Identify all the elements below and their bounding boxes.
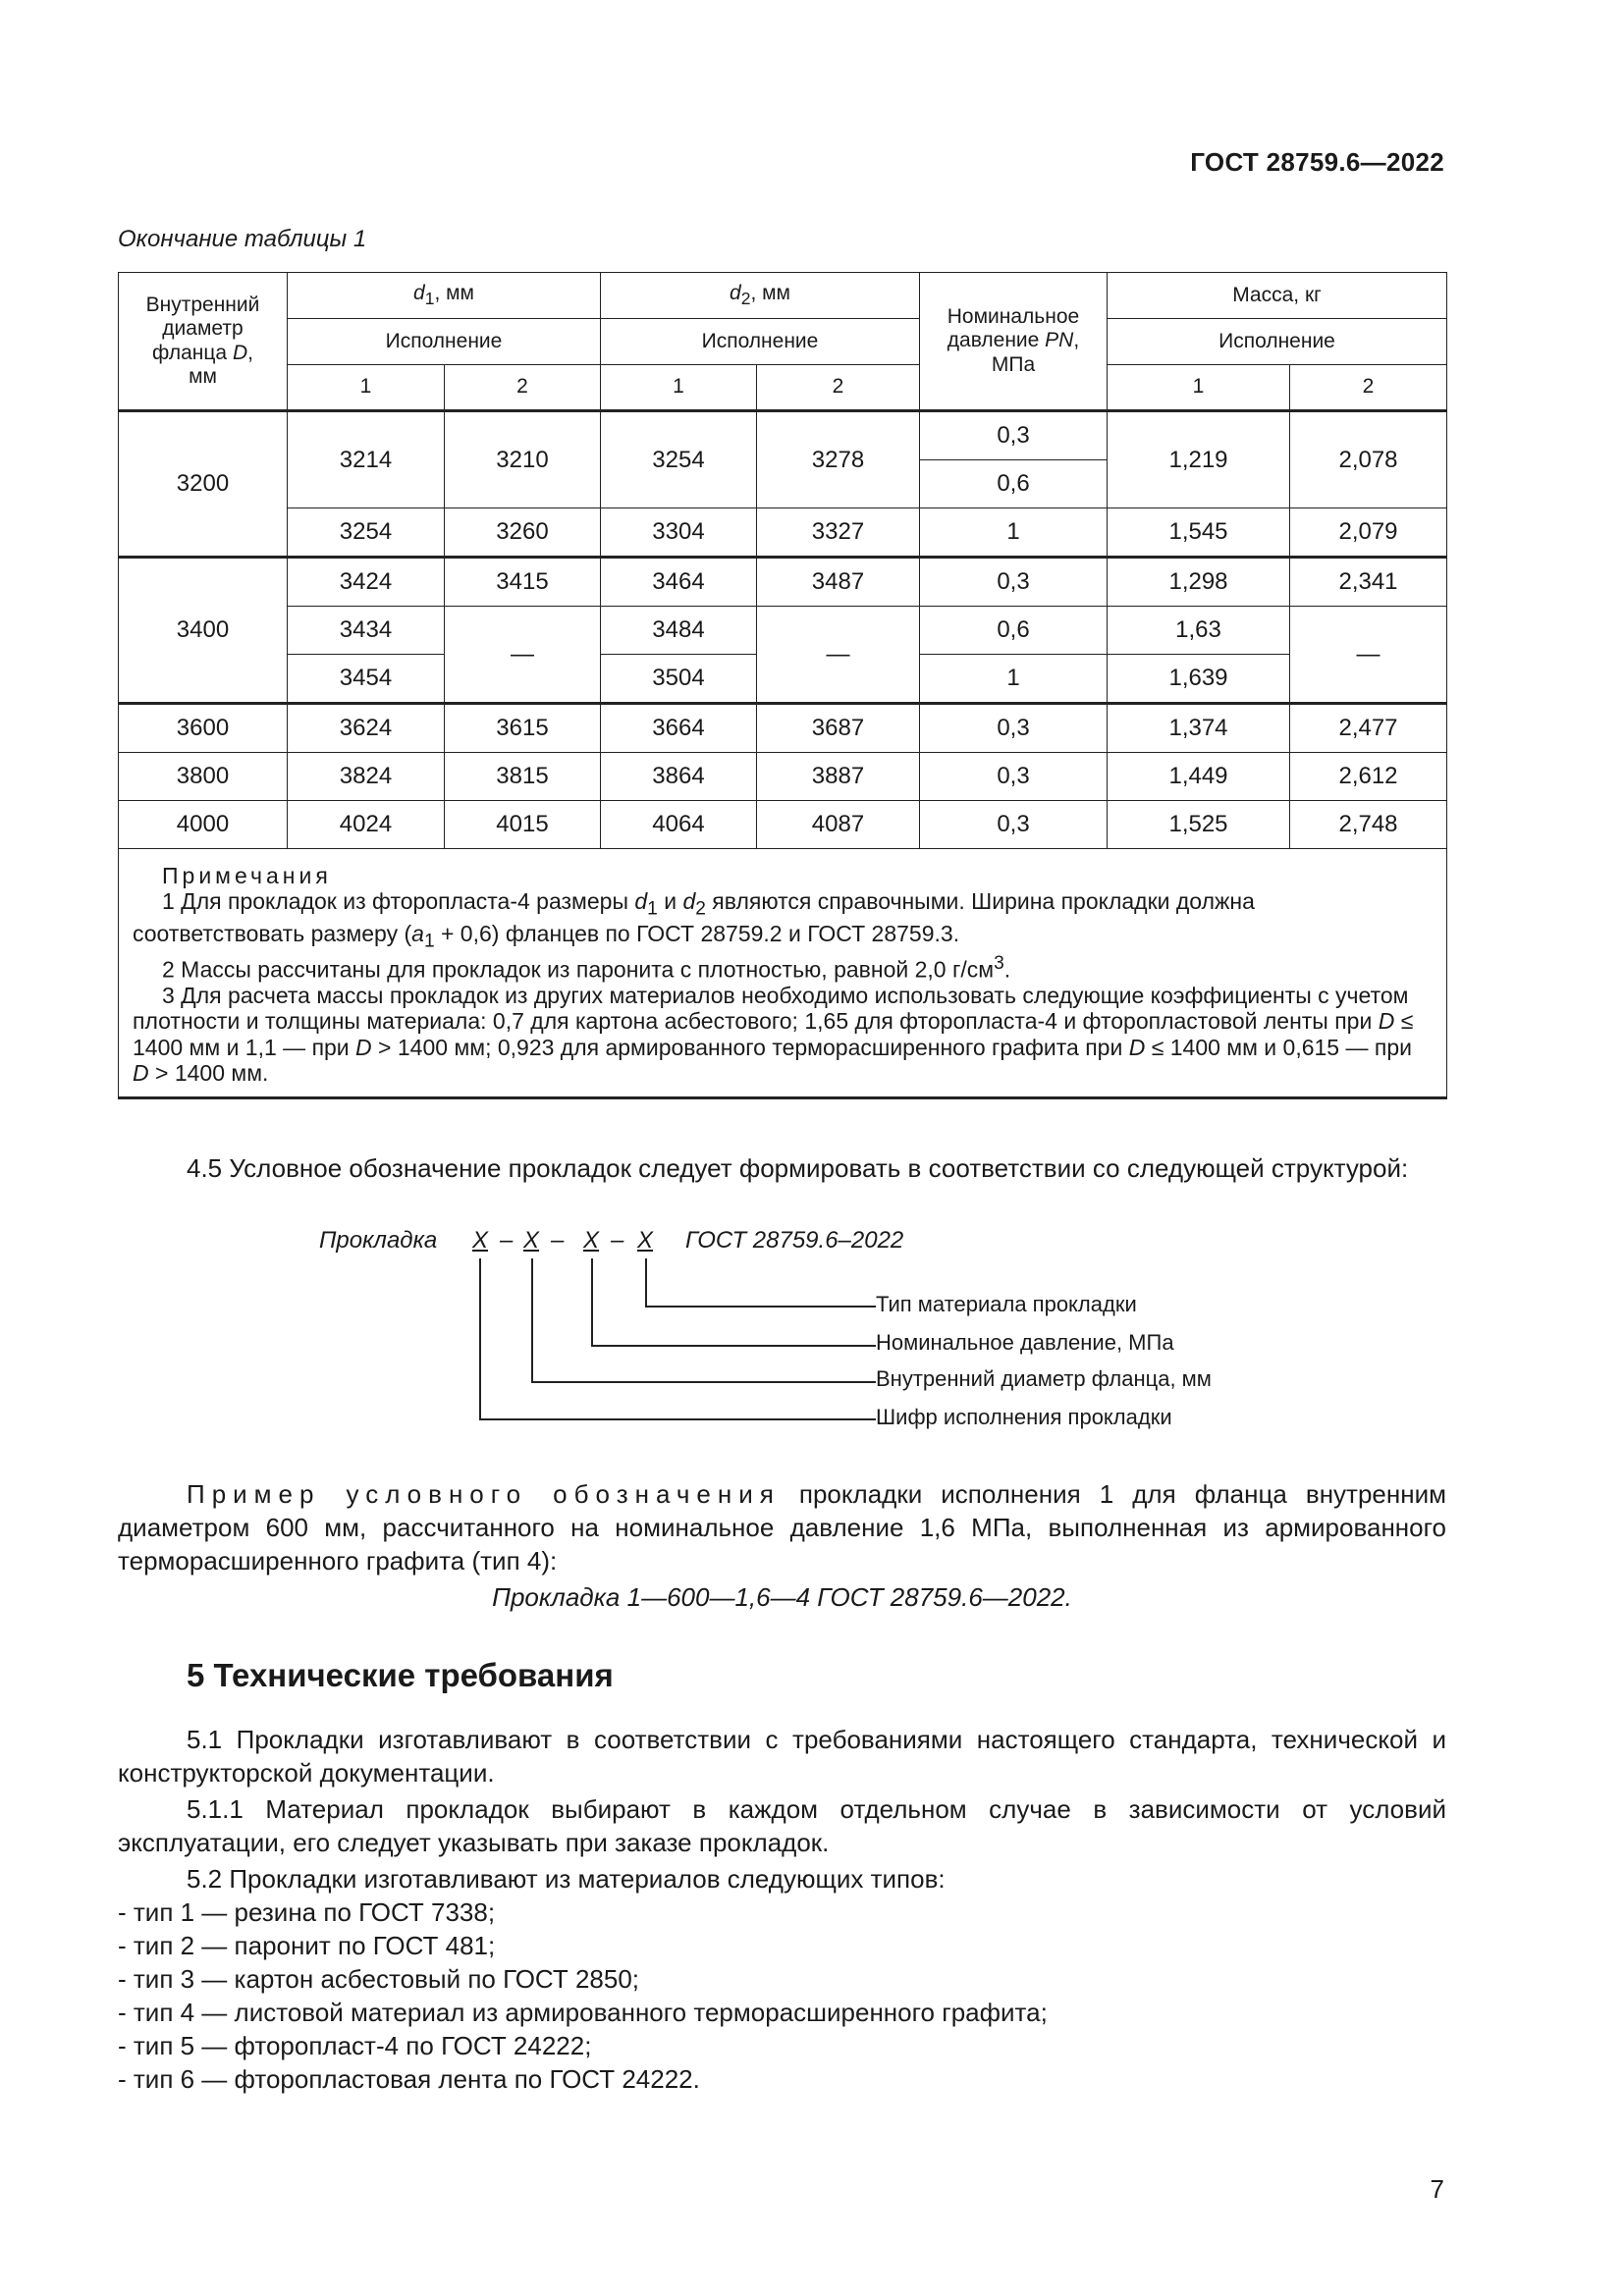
list-item: - тип 4 — листовой материал из армированного терморасширенного графита; — [118, 1998, 1048, 2027]
cell-pressure: 0,3 — [920, 558, 1108, 607]
page-number: 7 — [1430, 2174, 1444, 2204]
cell-mass-1: 1,63 — [1108, 607, 1290, 655]
cell-mass-1: 1,639 — [1108, 655, 1290, 704]
cell-mass-2: 2,748 — [1290, 801, 1447, 849]
cell-pressure: 1 — [920, 508, 1108, 558]
list-item: - тип 1 — резина по ГОСТ 7338; — [118, 1897, 496, 1927]
note-3: 3 Для расчета массы прокладок из других материалов необходимо использовать следующие коэффициенты с учетом плотности и толщины материала: 0,7 для картона асбестового; 1,65 для фторопласта-4 и фторопластовой ленты при D ≤ 1400 мм и 1,1 — при D > 1400 мм; 0,923 для армированного терморасширенного графита при D ≤ 1400 мм и 0,615 — при D > 1400 мм. — [133, 982, 1414, 1087]
cell-d2-1: 3504 — [601, 655, 757, 704]
scheme-standard: ГОСТ 28759.6–2022 — [685, 1227, 904, 1254]
cell-mass-2: 2,477 — [1290, 704, 1447, 753]
cell-mass-1: 1,449 — [1108, 753, 1290, 801]
cell-inner-diameter: 3400 — [119, 558, 288, 704]
example-lead: Пример условного обозначения — [187, 1479, 781, 1509]
cell-pressure: 1 — [920, 655, 1108, 704]
paragraph-4-5 — [118, 1151, 1446, 1185]
scheme-x-material: X — [637, 1227, 654, 1254]
cell-d2-1: 4064 — [601, 801, 757, 849]
cell-d2-1: 3664 — [601, 704, 757, 753]
scheme-desc-material: Тип материала прокладки — [876, 1292, 1137, 1316]
dimensions-table — [118, 272, 1447, 1099]
cell-pressure: 0,3 — [920, 753, 1108, 801]
note-1: 1 Для прокладок из фторопласта-4 размеры $d_1$ и $d_2$ являются справочными. Ширина прокладки должна соответствовать размеру $(a_1 + 0,6)$ фланцев по ГОСТ 28759.2 и ГОСТ 28759.3. — [133, 888, 1255, 952]
example-designation: Прокладка 1—600—1,6—4 ГОСТ 28759.6—2022. — [492, 1582, 1072, 1612]
cell-mass-2: 2,079 — [1290, 508, 1447, 558]
example-paragraph — [118, 1477, 1446, 1577]
cell-d2-2: 3687 — [757, 704, 920, 753]
cell-d2-2: 3278 — [757, 411, 920, 508]
cell-mass-2-dash: — — [1290, 607, 1447, 704]
cell-pressure: 0,6 — [920, 607, 1108, 655]
scheme-x-pressure: X — [583, 1227, 600, 1254]
header-d1: $d_1$, мм — [288, 273, 601, 319]
cell-mass-2: 2,078 — [1290, 411, 1447, 508]
cell-d2-2: 3487 — [757, 558, 920, 607]
cell-d2-1: 3254 — [601, 411, 757, 508]
paragraph-4-5-text: 4.5 Условное обозначение прокладок следует формировать в соответствии со следующей структурой: — [187, 1153, 1409, 1183]
note-2: 2 Массы рассчитаны для прокладок из паронита с плотностью, равной 2,0 $г/см^3$. — [162, 952, 1011, 983]
cell-d1-1: 3254 — [288, 508, 445, 558]
cell-d1-2: 3815 — [445, 753, 601, 801]
header-inner-diameter: Внутренний диаметр фланца D, мм — [119, 273, 288, 411]
scheme-desc-cipher: Шифр исполнения прокладки — [876, 1405, 1172, 1429]
header-execution: Исполнение — [288, 319, 601, 365]
header-pressure: Номинальное давление PN, МПа — [920, 273, 1108, 411]
cell-d1-1: 3434 — [288, 607, 445, 655]
cell-d1-2: 3415 — [445, 558, 601, 607]
material-types-list — [118, 1896, 1446, 2096]
cell-d2-2-dash: — — [757, 607, 920, 704]
paragraph-5-2: 5.2 Прокладки изготавливают из материалов следующих типов: — [187, 1864, 946, 1894]
cell-mass-1: 1,545 — [1108, 508, 1290, 558]
cell-inner-diameter: 3600 — [119, 704, 288, 753]
paragraph-5-1: 5.1 Прокладки изготавливают в соответствии с требованиями настоящего стандарта, технической и конструкторской документации. — [118, 1725, 1446, 1788]
list-item: - тип 2 — паронит по ГОСТ 481; — [118, 1931, 496, 1960]
header-exec-2: 2 — [445, 365, 601, 411]
scheme-sep: – — [500, 1227, 514, 1254]
scheme-desc-pressure: Номинальное давление, МПа — [876, 1330, 1174, 1355]
cell-d1-2: 3210 — [445, 411, 601, 508]
cell-mass-1: 1,525 — [1108, 801, 1290, 849]
example-text: прокладки исполнения 1 для фланца внутренним диаметром 600 мм, рассчитанного на номинальное давление 1,6 МПа, выполненная из армированного терморасширенного графита (тип 4): — [118, 1479, 1446, 1575]
scheme-x-diameter: X — [523, 1227, 540, 1254]
cell-pressure: 0,6 — [920, 460, 1108, 508]
section-title: 5 Технические требования — [187, 1657, 614, 1693]
cell-pressure: 0,3 — [920, 704, 1108, 753]
header-exec-1: 1 — [288, 365, 445, 411]
notes-title: Примечания — [162, 863, 332, 888]
list-item: - тип 6 — фторопластовая лента по ГОСТ 24222. — [118, 2064, 700, 2094]
cell-d2-1: 3464 — [601, 558, 757, 607]
cell-mass-1: 1,219 — [1108, 411, 1290, 508]
cell-inner-diameter: 4000 — [119, 801, 288, 849]
cell-d1-2: 3615 — [445, 704, 601, 753]
table-caption: Окончание таблицы 1 — [118, 226, 367, 252]
header-exec-1: 1 — [1108, 365, 1290, 411]
cell-d1-1: 3824 — [288, 753, 445, 801]
cell-mass-1: 1,374 — [1108, 704, 1290, 753]
cell-d1-1: 3624 — [288, 704, 445, 753]
cell-d2-1: 3864 — [601, 753, 757, 801]
header-exec-2: 2 — [757, 365, 920, 411]
cell-d1-1: 3424 — [288, 558, 445, 607]
cell-mass-2: 2,341 — [1290, 558, 1447, 607]
cell-d1-1: 3454 — [288, 655, 445, 704]
cell-d1-2: 4015 — [445, 801, 601, 849]
table-notes — [119, 849, 1447, 1098]
cell-d2-1: 3304 — [601, 508, 757, 558]
cell-pressure: 0,3 — [920, 411, 1108, 460]
header-exec-2: 2 — [1290, 365, 1447, 411]
cell-d1-2-dash: — — [445, 607, 601, 704]
scheme-word: Прокладка — [319, 1227, 438, 1254]
header-execution: Исполнение — [601, 319, 920, 365]
cell-inner-diameter: 3200 — [119, 411, 288, 558]
cell-d1-1: 4024 — [288, 801, 445, 849]
scheme-sep: – — [611, 1227, 624, 1254]
cell-d1-1: 3214 — [288, 411, 445, 508]
cell-d2-2: 3887 — [757, 753, 920, 801]
cell-mass-1: 1,298 — [1108, 558, 1290, 607]
section-5-body — [118, 1723, 1446, 2096]
scheme-sep: – — [551, 1227, 565, 1254]
list-item: - тип 3 — картон асбестовый по ГОСТ 2850; — [118, 1964, 640, 1994]
cell-mass-2: 2,612 — [1290, 753, 1447, 801]
cell-d2-2: 4087 — [757, 801, 920, 849]
standard-header: ГОСТ 28759.6—2022 — [1190, 147, 1444, 177]
header-execution: Исполнение — [1108, 319, 1447, 365]
cell-inner-diameter: 3800 — [119, 753, 288, 801]
cell-d1-2: 3260 — [445, 508, 601, 558]
list-item: - тип 5 — фторопласт-4 по ГОСТ 24222; — [118, 2031, 592, 2060]
header-d2: $d_2$, мм — [601, 273, 920, 319]
designation-scheme — [314, 1227, 1296, 1453]
cell-pressure: 0,3 — [920, 801, 1108, 849]
cell-d2-1: 3484 — [601, 607, 757, 655]
scheme-desc-diameter: Внутренний диаметр фланца, мм — [876, 1366, 1212, 1391]
header-exec-1: 1 — [601, 365, 757, 411]
paragraph-5-1-1: 5.1.1 Материал прокладок выбирают в каждом отдельном случае в зависимости от условий эксплуатации, его следует указывать при заказе прокладок. — [118, 1794, 1446, 1857]
scheme-x-cipher: X — [472, 1227, 489, 1254]
cell-d2-2: 3327 — [757, 508, 920, 558]
header-mass: Масса, кг — [1108, 273, 1447, 319]
